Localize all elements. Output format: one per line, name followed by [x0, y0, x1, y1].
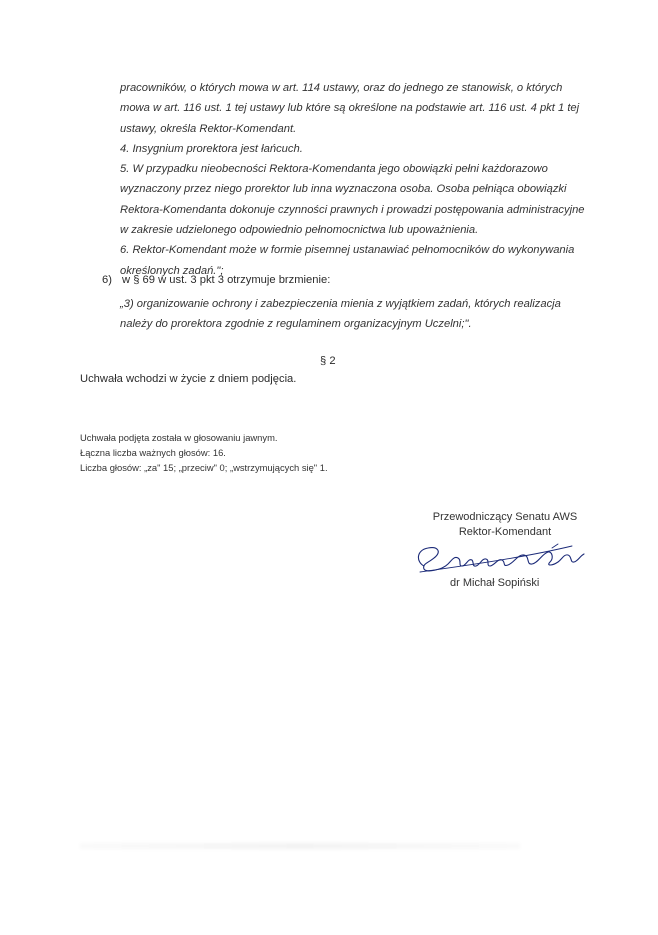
quote-line-6: wyznaczony przez niego prorektor lub inna wyznaczona osoba. Osoba pełniąca obowiązki	[120, 183, 567, 196]
signatory-role-2: Rektor-Komendant	[458, 526, 552, 538]
vote-line-1: Uchwała podjęta została w głosowaniu jawnym.	[80, 432, 278, 443]
vote-summary	[80, 430, 328, 476]
quote-line-10: określonych zadań.";	[120, 264, 224, 277]
item-6-quote-line-2: należy do prorektora zgodnie z regulaminem organizacyjnym Uczelni;".	[120, 318, 472, 331]
quote-line-7: Rektora-Komendanta dokonuje czynności prawnych i prowadzi postępowania administracyjne	[120, 203, 585, 216]
signatory-role-1: Przewodniczący Senatu AWS	[432, 511, 578, 523]
quote-line-5: 5. W przypadku nieobecności Rektora-Komendanta jego obowiązki pełni każdorazowo	[120, 163, 548, 176]
item-6-quote-line-1: „3) organizowanie ochrony i zabezpieczenia mienia z wyjątkiem zadań, których realizacja	[120, 298, 561, 310]
quote-line-4: 4. Insygnium prorektora jest łańcuch.	[120, 142, 303, 155]
item-text: w § 69 w ust. 3 pkt 3 otrzymuje brzmienie:	[122, 274, 331, 286]
quote-line-1: pracowników, o których mowa w art. 114 ustawy, oraz do jednego ze stanowisk, o których	[120, 82, 563, 94]
quote-line-3: ustawy, określa Rektor-Komendant.	[120, 122, 297, 135]
quote-line-8: w zakresie udzielonego odpowiednio pełnomocnictwa lub upoważnienia.	[120, 224, 479, 237]
handwritten-signature	[402, 536, 602, 576]
section-text: Uchwała wchodzi w życie z dniem podjęcia.	[80, 373, 297, 385]
quote-line-2: mowa w art. 116 ust. 1 tej ustawy lub które są określone na podstawie art. 116 ust. 4 pkt 1 tej	[120, 102, 580, 115]
signatory-name: dr Michał Sopiński	[450, 577, 540, 589]
quoted-paragraph	[120, 78, 590, 281]
item-number: 6)	[102, 274, 112, 286]
scan-bleed-through	[80, 843, 520, 849]
item-6-quote	[120, 294, 590, 335]
section-heading: § 2	[320, 355, 336, 367]
quote-line-9: 6. Rektor-Komendant może w formie pisemnej ustanawiać pełnomocników do wykonywania	[120, 244, 575, 257]
vote-line-2: Łączna liczba ważnych głosów: 16.	[80, 447, 226, 459]
vote-line-3: Liczba głosów: „za" 15; „przeciw" 0; „wstrzymujących się" 1.	[80, 462, 328, 474]
